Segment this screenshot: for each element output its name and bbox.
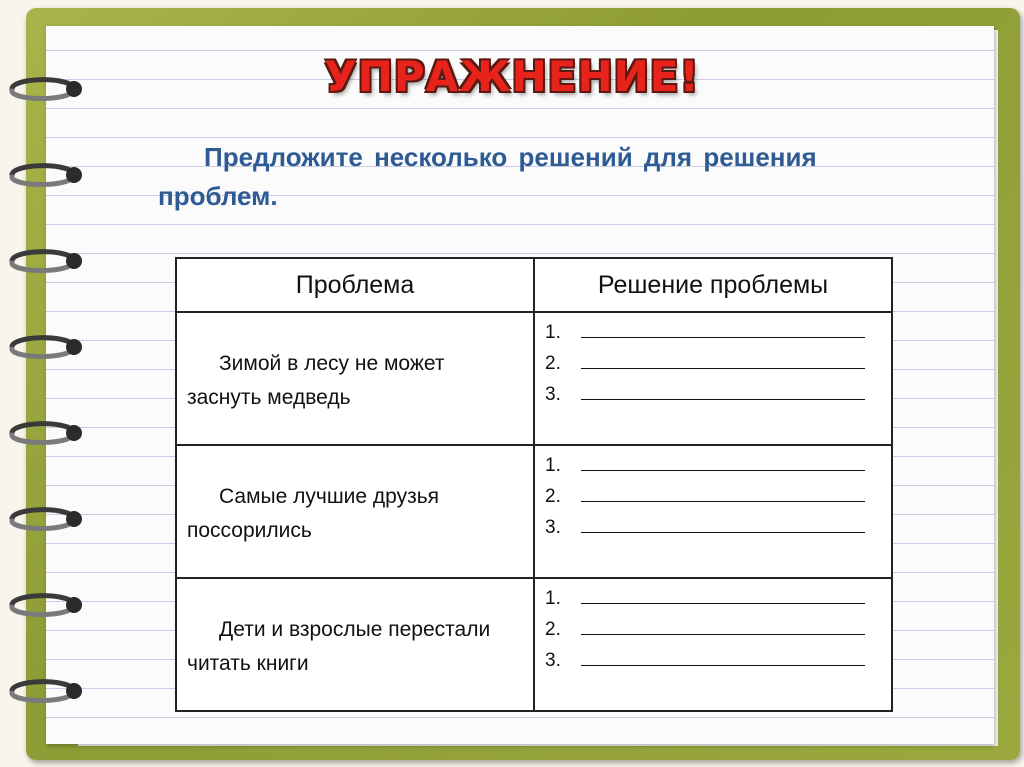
spiral-ring-icon	[4, 160, 86, 190]
page-title: УПРАЖНЕНИЕ!	[324, 52, 700, 101]
spiral-ring-icon	[4, 590, 86, 620]
answer-blank[interactable]	[581, 583, 865, 604]
header-solution: Решение проблемы	[534, 258, 892, 312]
answer-blank[interactable]	[581, 379, 865, 400]
solution-item	[545, 583, 865, 614]
solution-item	[545, 481, 865, 512]
solution-number: 1.	[545, 588, 561, 609]
table-row	[176, 578, 892, 711]
spiral-ring-icon	[4, 332, 86, 362]
solution-cell	[534, 445, 892, 578]
instruction-text: Предложите несколько решений для решения проблем.	[158, 142, 817, 211]
solution-list	[545, 317, 865, 410]
problem-cell	[176, 445, 534, 578]
answer-blank[interactable]	[581, 317, 865, 338]
problem-text: Самые лучшие друзья поссорились	[187, 485, 440, 542]
solution-list	[545, 583, 865, 676]
problem-cell	[176, 312, 534, 445]
problem-cell	[176, 578, 534, 711]
spiral-ring-icon	[4, 676, 86, 706]
solution-number: 2.	[545, 353, 561, 374]
solution-item	[545, 645, 865, 676]
solution-cell	[534, 312, 892, 445]
solution-number: 1.	[545, 322, 561, 343]
spiral-ring-icon	[4, 418, 86, 448]
solution-cell	[534, 578, 892, 711]
solution-number: 1.	[545, 455, 561, 476]
answer-blank[interactable]	[581, 348, 865, 369]
answer-blank[interactable]	[581, 481, 865, 502]
solution-number: 3.	[545, 650, 561, 671]
solution-item	[545, 348, 865, 379]
answer-blank[interactable]	[581, 450, 865, 471]
spiral-ring-icon	[4, 246, 86, 276]
answer-blank[interactable]	[581, 512, 865, 533]
problem-text: Зимой в лесу не может заснуть медведь	[187, 352, 445, 409]
table-row	[176, 312, 892, 445]
spiral-ring-icon	[4, 504, 86, 534]
answer-blank[interactable]	[581, 645, 865, 666]
solution-item	[545, 614, 865, 645]
problem-text: Дети и взрослые перестали читать книги	[187, 618, 491, 675]
solution-item	[545, 379, 865, 410]
solution-item	[545, 512, 865, 543]
solution-number: 3.	[545, 384, 561, 405]
table-row	[176, 445, 892, 578]
table-header-row	[176, 258, 892, 312]
problems-table	[175, 257, 893, 712]
solution-list	[545, 450, 865, 543]
solution-item	[545, 450, 865, 481]
answer-blank[interactable]	[581, 614, 865, 635]
header-problem: Проблема	[176, 258, 534, 312]
solution-number: 2.	[545, 619, 561, 640]
solution-number: 3.	[545, 517, 561, 538]
solution-number: 2.	[545, 486, 561, 507]
solution-item	[545, 317, 865, 348]
